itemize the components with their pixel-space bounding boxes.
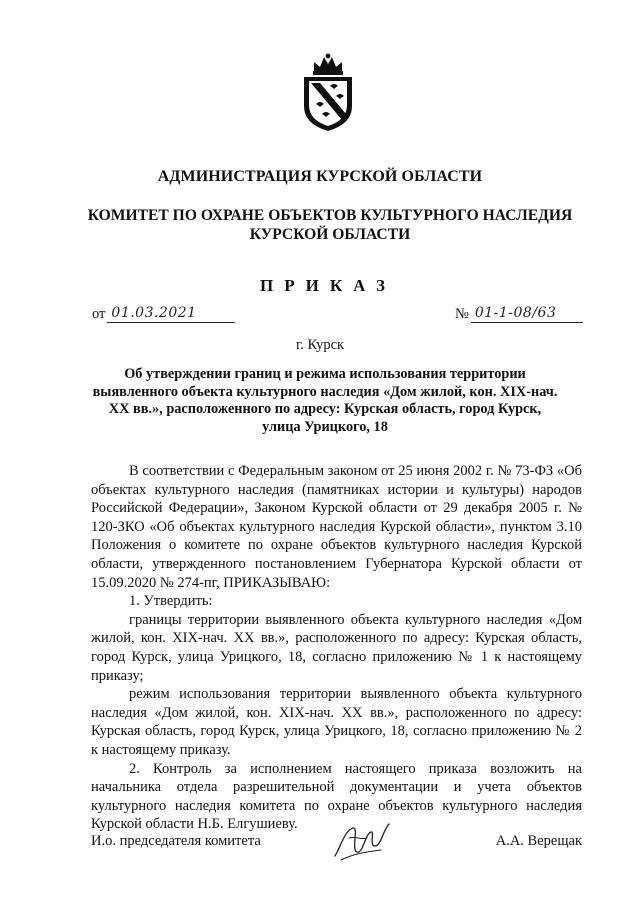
clause-1-regime-paragraph: режим использования территории выявленного объекта культурного наследия «Дом жилой, кон. XIX-нач. XX вв.», расположенного по адресу: Курская область, город Курск, улица Урицкого, 18, согласно приложению № 2 к настоящему приказу. [91,686,582,758]
handwritten-signature-icon [331,816,393,868]
signatory-name: А.А. Верещак [495,833,582,849]
document-date [92,305,235,323]
date-handwritten: 01.03.2021 [111,305,197,321]
document-title: ПРИКАЗ [260,276,396,295]
order-body [91,462,582,834]
date-field [107,305,235,323]
organization-name: АДМИНИСТРАЦИЯ КУРСКОЙ ОБЛАСТИ [157,168,483,185]
clause-1-paragraph: 1. Утвердить: [129,593,213,610]
number-prefix: № [455,306,469,322]
signatory-position: И.о. председателя комитета [91,833,261,849]
clause-1-boundaries-paragraph: границы территории выявленного объекта культурного наследия «Дом жилой, кон. XIX-нач. XX вв.», расположенного по адресу: Курская область, город Курск, улица Урицкого, 18, согласно приложению № 1 к настоящему приказу; [91,611,582,684]
number-handwritten: 01-1-08/63 [474,305,557,321]
order-subject: Об утверждении границ и режима использования территории выявленного объекта культурного наследия «Дом жилой, кон. XIX-нач. XX вв.», расположенного по адресу: Курская область, город Курск, улица Урицкого, 18 [92,366,558,435]
coat-of-arms-icon [296,52,360,132]
city-line: г. Курск [295,337,345,353]
committee-name: КОМИТЕТ ПО ОХРАНЕ ОБЪЕКТОВ КУЛЬТУРНОГО НАСЛЕДИЯ КУРСКОЙ ОБЛАСТИ [87,207,573,243]
date-prefix: от [92,306,106,322]
signature-block [91,816,582,876]
preamble-paragraph: В соответствии с Федеральным законом от 25 июня 2002 г. № 73-ФЗ «Об объектах культурного наследия (памятниках истории и культуры) народов Российской Федерации», Законом Курской области от 29 декабря 2005 г. № 120-ЗКО «Об объектах культурного наследия Курской области», пунктом 3.10 Положения о комитете по охране объектов культурного наследия Курской области, утвержденного постановлением Губернатора Курской области от 15.09.2020 № 274-пг, ПРИКАЗЫВАЮ: [91,463,582,591]
clause-2-paragraph: 2. Контроль за исполнением настоящего приказа возложить на начальника отдела разрешительной документации и учета объектов культурного наследия комитета по охране объектов культурного наследия Курской области Н.Б. Елгушиеву. [91,760,582,833]
document-number [455,305,583,323]
number-field [471,305,583,323]
